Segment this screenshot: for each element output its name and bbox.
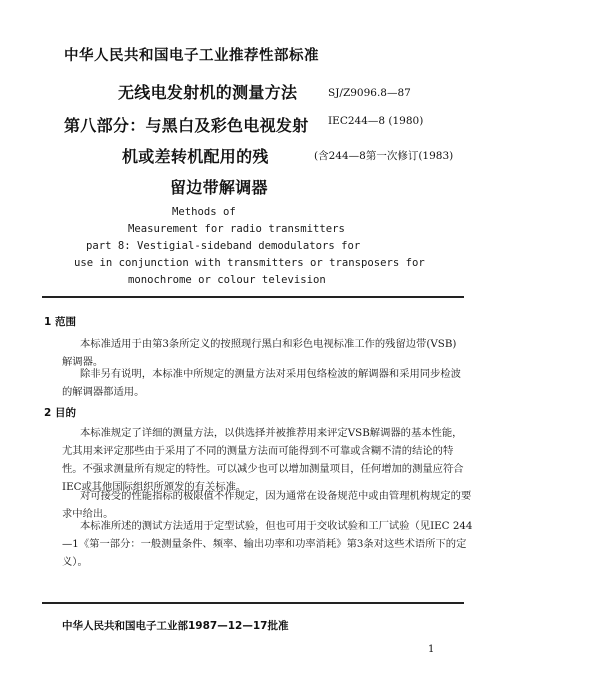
section-2-paragraph-3-text: 本标准所述的测试方法适用于定型试验，但也可用于交收试验和工厂试验（见IEC 244—1《第一部分：一般测量条件、频率、输出功率和功率消耗》第3条对这些术语所下的定义）。 — [62, 520, 473, 568]
english-title-line-4: use in conjunction with transmitters or transposers for — [74, 257, 425, 269]
section-1-paragraph-1-text: 本标准适用于由第3条所定义的按照现行黑白和彩色电视标准工作的残留边带(VSB)解调器。 — [62, 338, 457, 368]
section-2-paragraph-1 — [62, 424, 472, 496]
top-divider — [42, 296, 464, 298]
title-line-2: 第八部分：与黑白及彩色电视发射 — [64, 116, 309, 135]
iec-standard-code: IEC244—8 (1980) — [328, 115, 424, 127]
section-2-paragraph-1-text: 本标准规定了详细的测量方法，以供选择并被推荐用来评定VSB解调器的基本性能，尤其用来评定那些由于采用了不同的测量方法而可能得到不可靠或含糊不清的结论的特性。不强求测量所有规定的特性。可以减少也可以增加测量项目，任何增加的测量应符合IEC或其他国际组织所颁发的有关标准。 — [62, 427, 464, 493]
english-title-line-1: Methods of — [172, 206, 236, 218]
sj-standard-code: SJ/Z9096.8—87 — [328, 87, 411, 99]
page-number: 1 — [428, 644, 435, 655]
english-title-line-5: monochrome or colour television — [128, 274, 326, 286]
title-line-4: 留边带解调器 — [170, 178, 268, 197]
bottom-divider — [42, 602, 464, 604]
title-line-3: 机或差转机配用的残 — [122, 147, 269, 166]
section-1-paragraph-2 — [62, 365, 470, 401]
section-2-paragraph-3 — [62, 517, 474, 571]
section-2-paragraph-2-text: 对可接受的性能指标的极限值不作规定，因为通常在设备规范中或由管理机构规定的要求中给出。 — [62, 490, 472, 520]
title-line-1: 无线电发射机的测量方法 — [118, 83, 298, 102]
english-title-line-3: part 8: Vestigial-sideband demodulators for — [86, 240, 361, 252]
section-1-paragraph-2-text: 除非另有说明，本标准中所规定的测量方法对采用包络检波的解调器和采用同步检波的解调器都适用。 — [62, 368, 461, 398]
english-title-line-2: Measurement for radio transmitters — [128, 223, 345, 235]
amendment-note: (含244—8第一次修订(1983) — [314, 150, 454, 162]
section-2-heading: 2 目的 — [44, 407, 76, 419]
standard-organization-header: 中华人民共和国电子工业推荐性部标准 — [64, 48, 319, 64]
approval-line: 中华人民共和国电子工业部1987—12—17批准 — [62, 620, 289, 632]
section-1-heading: 1 范围 — [44, 316, 76, 328]
